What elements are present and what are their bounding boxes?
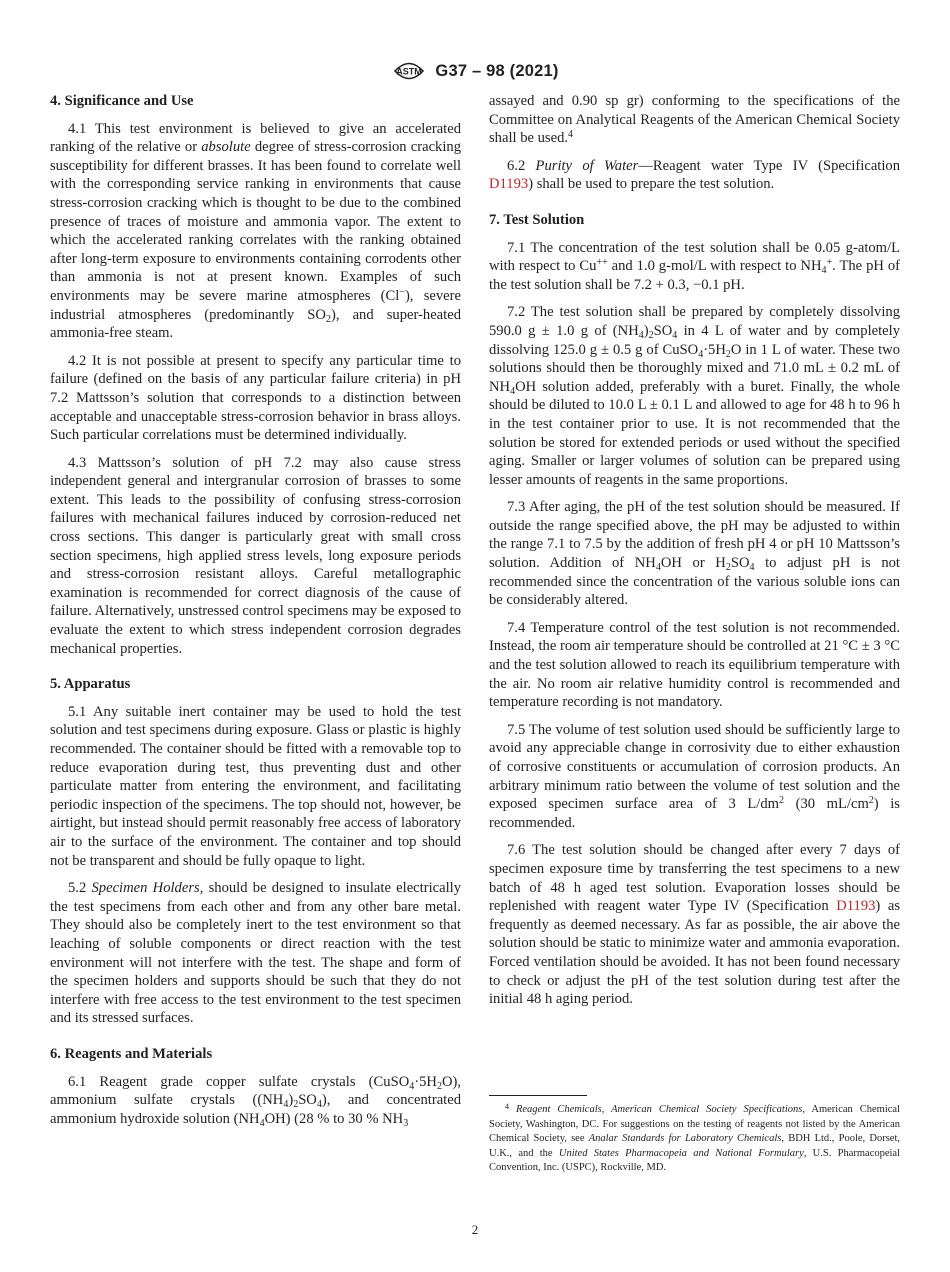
d1193-link[interactable]: D1193 <box>836 898 876 915</box>
page-number: 2 <box>471 1222 479 1237</box>
d1193-link[interactable]: D1193 <box>489 176 529 193</box>
paragraph-7-1: 7.1 The concentration of the test solution shall be 0.05 g-atom/L with respect to Cu++ and 1.0 g-mol/L with respect to $NH_4^+$. The pH of the test solution shall be 7.2 + 0.3, −0.1 pH. <box>489 239 900 293</box>
svg-text:ASTM: ASTM <box>396 66 423 77</box>
paragraph-7-4: 7.4 Temperature control of the test solution is not recommended. Instead, the room air temperature should be controlled at 21 °C ± 3 °C and the test solution allowed to reach its equilibrium temperature with the air. No room air relative humidity control is recommended and temperature recording is not mandatory. <box>489 619 900 711</box>
paragraph-7-5: 7.5 The volume of test solution used should be sufficiently large to avoid any appreciable change in corrosivity due to either exhaustion of corrosive constituents or accumulation of corrosion products. An arbitrary minimum ratio between the volume of test solution and the exposed specimen surface area of 3 $L/dm^2$ (30 $mL/cm^2$) is recommended. <box>489 721 900 831</box>
paragraph-7-6: 7.6 The test solution should be changed after every 7 days of specimen exposure time by transferring the test specimens to a new batch of 48 h aged test solution. Evaporation losses should be replenished with reagent water Type IV (Specification D1193) as frequently as deemed necessary. As far as possible, the air above the solution should be static to minimize water and ammonia evaporation. Forced ventilation should be avoided. It has not been found necessary to check or adjust the pH of the test solution during test after the initial 48 h aging period. <box>489 842 901 1008</box>
paragraph-5-1: 5.1 Any suitable inert container may be used to hold the test solution and test specimens during exposure. Glass or plastic is highly recommended. The container should be fitted with a removable top to reduce evaporation during test, thus preventing dust and other particulate matter from entering the environment, and facilitating periodic inspection of the specimens. The top should not, however, be airtight, but instead should permit reasonably free access of laboratory air to the surface of the environment. The container and top should not be transparent and should be fully opaque to light. <box>50 703 461 869</box>
paragraph-4-2: 4.2 It is not possible at present to specify any particular time to failure (defined on the basis of any particular failure criteria) in pH 7.2 Mattsson’s solution that corresponds to a distinction between acceptable and unacceptable stress-corrosion behavior in brass alloys. Such particular correlations must be determined individually. <box>50 352 461 444</box>
footnote-rule <box>489 1095 587 1096</box>
left-column <box>50 92 461 1137</box>
section-heading: 5. Apparatus <box>50 676 131 693</box>
astm-logo-icon <box>391 58 427 84</box>
footnote-ref[interactable]: 4 <box>568 129 574 141</box>
paragraph-7-3: 7.3 After aging, the pH of the test solution should be measured. If outside the range specified above, the pH may be adjusted to within the range 7.1 to 7.5 by the addition of fresh pH 4 or pH 10 Mattsson’s solution. Addition of $NH_4OH$ or $H_2SO_4$ to adjust pH is not recommended since the concentration of the various soluble ions can be considerably altered. <box>489 499 900 609</box>
paragraph-6-2: 6.2 Purity of Water—Reagent water Type IV (Specification D1193) shall be used to prepare the test solution. <box>489 157 900 193</box>
right-column <box>489 92 900 1018</box>
page-header <box>0 58 950 84</box>
footnote: $^4$ Reagent Chemicals, American Chemical Society Specifications, American Chemical Society, Washington, DC. For suggestions on the testing of reagents not listed by the American Chemical Society, see Analar Standards for Laboratory Chemicals, BDH Ltd., Poole, Dorset, U.K., and the United States Pharmacopeia and National Formulary, U.S. Pharmacopeial Convention, Inc. (USPC), Rockville, MD. <box>489 1102 901 1174</box>
section-heading: 6. Reagents and Materials <box>50 1045 213 1062</box>
section-heading: 4. Significance and Use <box>50 93 194 109</box>
document-designation: G37 – 98 (2021) <box>435 61 559 80</box>
paragraph-6-1-continued: assayed and 0.90 sp gr) conforming to the specifications of the Committee on Analytical Reagents of the American Chemical Society shall be used.$^4$ <box>489 93 900 147</box>
paragraph-5-2: 5.2 Specimen Holders, should be designed to insulate electrically the test specimens from each other and from any other bare metal. They should also be completely inert to the test environment so that leaching of soluble components or direct reaction with the test environment will not interfere with the test. The shape and form of the specimen holders and supports should be such that they do not interfere with free access to the test environment to the test specimen and its stressed surfaces. <box>50 880 461 1027</box>
paragraph-4-3: 4.3 Mattsson’s solution of pH 7.2 may also cause stress independent general and intergranular corrosion of brasses to some extent. This leads to the possibility of confusing stress-corrosion failures with mechanical failures induced by corrosion-reduced net cross sections. This danger is particularly great with small cross section specimens, high applied stress levels, long exposure periods and stress-corrosion resistant alloys. Careful metallographic examination is recommended for correct diagnosis of the cause of failure. Alternatively, unstressed control specimens may be exposed to evaluate the extent to which stress independent corrosion degrades mechanical properties. <box>50 454 461 657</box>
paragraph-7-2: 7.2 The test solution shall be prepared by completely dissolving 590.0 g ± 1.0 g of $(NH_4)_2SO_4$ in 4 L of water and by completely dissolving 125.0 g ± 0.5 g of $CuSO_4\cdot 5H_2O$ in 1 L of water. These two solutions should then be thoroughly mixed and 71.0 mL ± 0.2 mL of $NH_4OH$ solution added, preferably with a buret. Finally, the whole should be diluted to 10.0 L ± 0.1 L and allowed to age for 48 h to 96 h in the test container prior to use. It is not recommended that the solution be stored for extended periods or used without the specified aging. Smaller or larger volumes of solution can be prepared using lesser amounts of reagents in the same proportions. <box>489 304 900 488</box>
paragraph-6-1: 6.1 Reagent grade copper sulfate crystals $(CuSO_4\cdot 5H_2O)$, ammonium sulfate crystals $((NH_4)_2SO_4)$, and concentrated ammonium hydroxide solution $(NH_4OH)$ (28 % to 30 % $NH_3$ <box>50 1073 462 1129</box>
section-heading: 7. Test Solution <box>489 211 585 228</box>
paragraph-4-1: 4.1 This test environment is believed to give an accelerated ranking of the relative or absolute degree of stress-corrosion cracking susceptibility for different brasses. It has been found to correlate well with the corresponding service ranking in environments that cause stress-corrosion cracking which is thought to be due to the combined presence of traces of moisture and ammonia vapor. The extent to which the accelerated ranking correlates with the ranking obtained after long-term exposure to environments containing corrodents other than ammonia is not at present known. Examples of such environments may be severe marine atmospheres (Cl−), severe industrial atmospheres (predominantly $SO_2$), and super-heated ammonia-free steam. <box>50 120 461 342</box>
